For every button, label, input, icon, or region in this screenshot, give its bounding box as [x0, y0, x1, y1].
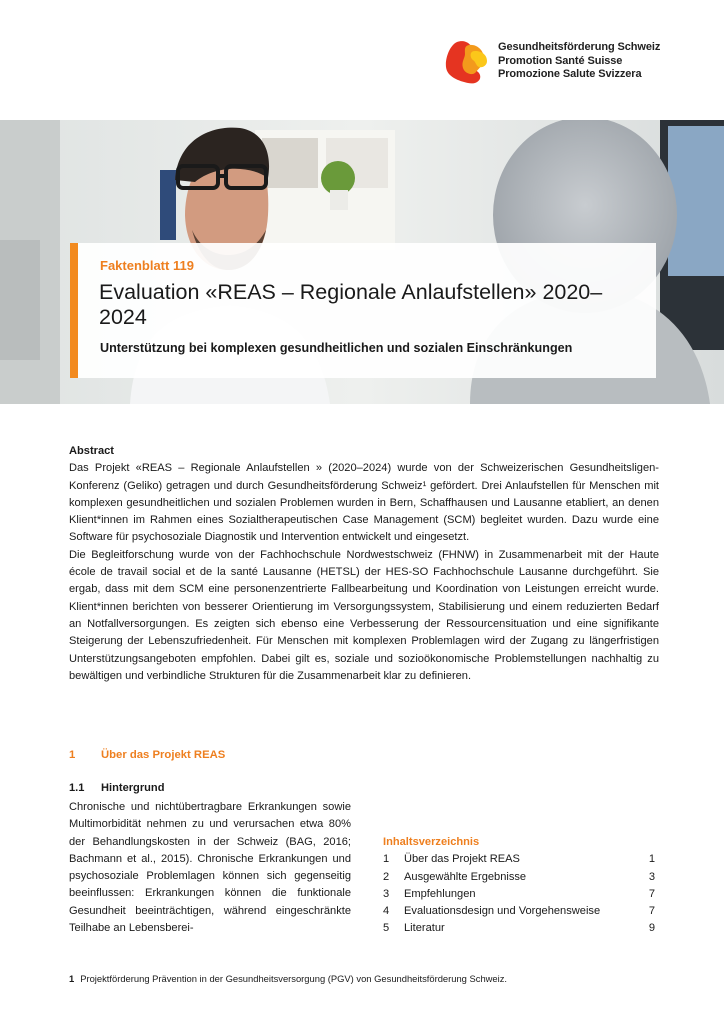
- table-of-contents: [383, 834, 655, 938]
- abstract-paragraph-2: Die Begleitforschung wurde von der Fachhochschule Nordwestschweiz (FHNW) in Zusammenarbeit mit der Haute école de travail social et de la santé Lausanne (HETSL) der HES-SO Fachhochschule Lausanne durchgeführt. Sie ergab, dass mit dem SCM eine personenzentrierte Fallbearbeitung und Koordination von Leistungen erreicht wurde. Klient*innen berichten von besserer Orientierung im Versorgungssystem, Stabilisierung und einem reduzierten Bedarf an Notfallversorgungen. Es zeigten sich ebenso eine Verbesserung der Ressourcensituation und eine signifikante Steigerung der Lebenszufriedenheit. Für Menschen mit komplexen Problemlagen wird der Zugang zu längerfristigen Unterstützungsangeboten empfohlen. Dabei gilt es, soziale und sozioökonomische Problemstellungen nachhaltig zu bewältigen und verbindliche Strukturen für die Zusammenarbeit klar zu definieren.: [69, 548, 659, 682]
- page-subtitle: Unterstützung bei komplexen gesundheitlichen und sozialen Einschränkungen: [100, 341, 573, 355]
- factsheet-number: Faktenblatt 119: [100, 258, 194, 273]
- section-1-heading: [69, 749, 225, 761]
- toc-item[interactable]: [383, 903, 655, 920]
- toc-item-page: 1: [648, 853, 655, 866]
- title-box: [70, 243, 656, 378]
- toc-item[interactable]: [383, 851, 655, 868]
- toc-item-label: Ausgewählte Ergebnisse: [404, 870, 527, 883]
- toc-item-number: 4: [383, 905, 390, 918]
- toc-item-label: Evaluationsdesign und Vorgehensweise: [404, 905, 601, 918]
- toc-item[interactable]: [383, 920, 655, 937]
- logo-line-it: Promozione Salute Svizzera: [498, 68, 642, 81]
- logo-mark-icon: [443, 40, 491, 84]
- footnote: [69, 973, 507, 984]
- section-1-1-heading: [69, 782, 164, 794]
- toc-item-number: 5: [383, 922, 390, 935]
- toc-item-number: 2: [383, 870, 390, 883]
- toc-item-label: Empfehlungen: [404, 887, 476, 900]
- toc-item-page: 7: [648, 905, 655, 918]
- logo-line-fr: Promotion Santé Suisse: [498, 54, 623, 67]
- toc-item-label: Über das Projekt REAS: [404, 853, 520, 866]
- toc-item[interactable]: [383, 869, 655, 886]
- toc-item-page: 7: [648, 887, 655, 900]
- abstract-paragraph-1: Das Projekt «REAS – Regionale Anlaufstellen » (2020–2024) wurde von der Schweizerischen Gesundheitsligen-Konferenz (Geliko) getragen und durch Gesundheitsförderung Schweiz¹ gefördert. Drei Anlaufstellen für Menschen mit komplexen gesundheitlichen und sozialen Problemen wurden in Bern, Schaffhausen und Lausanne etabliert, an denen Klient*innen im Rahmen eines Sozialtherapeutischen Case Management (SCM) begleitet wurden. Dazu wurde eine Software für psychosoziale Diagnostik und Intervention entwickelt und eingesetzt.: [69, 462, 659, 544]
- logo-wordmark: [498, 41, 660, 82]
- toc-item-page: 9: [648, 922, 655, 935]
- toc-title: Inhaltsverzeichnis: [383, 836, 480, 848]
- toc-item-number: 1: [383, 853, 390, 866]
- section-1-number: 1: [69, 749, 76, 761]
- logo-line-de: Gesundheitsförderung Schweiz: [498, 41, 661, 53]
- toc-item-page: 3: [648, 870, 655, 883]
- section-1-title: Über das Projekt REAS: [101, 749, 226, 761]
- toc-item-label: Literatur: [404, 922, 445, 935]
- page-title: Evaluation «REAS – Regionale Anlaufstellen» 2020–2024: [99, 280, 603, 329]
- footnote-number: 1: [69, 973, 75, 984]
- logo: [443, 40, 673, 84]
- abstract: [69, 443, 659, 685]
- section-1-1-text: Chronische und nichtübertragbare Erkrankungen sowie Multimorbidität nehmen zu und verursachen etwa 80% der Behandlungskosten in der Schweiz (BAG, 2016; Bachmann et al., 2015). Chronische Erkrankungen und psychosoziale Problemlagen können sich gegenseitig beeinflussen: Erkrankungen können die funktionale Gesundheit beeinträchtigen, während eingeschränkte Teilhabe an Lebensberei-: [69, 801, 351, 935]
- toc-item[interactable]: [383, 886, 655, 903]
- footnote-text: Projektförderung Prävention in der Gesundheitsversorgung (PGV) von Gesundheitsförderung Schweiz.: [80, 973, 508, 984]
- toc-item-number: 3: [383, 887, 390, 900]
- abstract-heading: Abstract: [69, 445, 115, 457]
- section-1-1-number: 1.1: [69, 782, 85, 794]
- section-1-1-title: Hintergrund: [101, 782, 165, 794]
- title-accent-bar: [70, 243, 78, 378]
